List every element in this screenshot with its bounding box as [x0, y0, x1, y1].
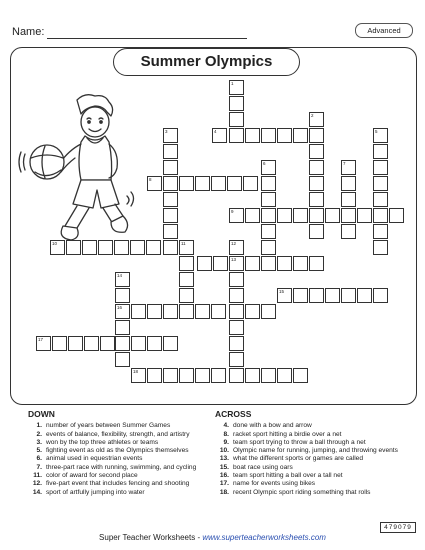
crossword-cell[interactable]	[195, 304, 210, 319]
crossword-cell[interactable]	[163, 160, 178, 175]
crossword-cell[interactable]	[211, 176, 226, 191]
crossword-cell[interactable]	[229, 368, 244, 383]
crossword-cell[interactable]	[277, 368, 292, 383]
crossword-cell[interactable]	[245, 256, 260, 271]
crossword-cell[interactable]	[98, 240, 113, 255]
crossword-cell[interactable]	[293, 368, 308, 383]
crossword-cell[interactable]	[325, 288, 340, 303]
crossword-cell[interactable]	[373, 128, 388, 143]
crossword-cell[interactable]	[229, 336, 244, 351]
crossword-cell[interactable]	[229, 304, 244, 319]
crossword-cell[interactable]	[243, 176, 258, 191]
clue-number: 15	[279, 289, 285, 294]
clue-number: 7	[343, 161, 346, 166]
clue-number: 6.	[36, 455, 42, 463]
crossword-cell[interactable]	[115, 304, 130, 319]
crossword-cell[interactable]	[211, 368, 226, 383]
clue-number: 9	[231, 209, 234, 214]
across-heading: ACROSS	[215, 409, 252, 419]
crossword-cell[interactable]	[373, 240, 388, 255]
crossword-cell[interactable]	[52, 336, 67, 351]
down-clue	[28, 422, 218, 430]
clue-text: five-part event that includes fencing and shooting	[46, 480, 190, 488]
crossword-cell[interactable]	[229, 128, 244, 143]
clue-text: events of balance, flexibility, strength, and artistry	[46, 430, 190, 438]
crossword-cell[interactable]	[389, 208, 404, 223]
clue-number: 17	[38, 337, 44, 342]
crossword-cell[interactable]	[163, 304, 178, 319]
crossword-cell[interactable]	[179, 368, 194, 383]
level-badge: Advanced	[355, 23, 413, 38]
crossword-cell[interactable]	[277, 256, 292, 271]
crossword-cell[interactable]	[84, 336, 99, 351]
crossword-cell[interactable]	[293, 288, 308, 303]
crossword-cell[interactable]	[373, 224, 388, 239]
clue-number: 8.	[223, 430, 229, 438]
crossword-cell[interactable]	[245, 128, 260, 143]
crossword-cell[interactable]	[309, 208, 324, 223]
down-heading: DOWN	[28, 409, 55, 419]
crossword-cell[interactable]	[245, 368, 260, 383]
crossword-cell[interactable]	[163, 224, 178, 239]
crossword-cell[interactable]	[309, 144, 324, 159]
clue-number: 14	[117, 273, 123, 278]
crossword-cell[interactable]	[163, 192, 178, 207]
crossword-cell[interactable]	[309, 128, 324, 143]
crossword-cell[interactable]	[115, 352, 130, 367]
page-title: Summer Olympics	[113, 48, 300, 76]
down-clue	[28, 447, 218, 455]
crossword-cell[interactable]	[131, 336, 146, 351]
crossword-cell[interactable]	[147, 304, 162, 319]
clue-number: 3	[165, 129, 168, 134]
crossword-cell[interactable]	[195, 368, 210, 383]
clue-number: 13	[231, 257, 237, 262]
worksheet-id: 479079	[380, 522, 416, 533]
clue-number: 7.	[36, 463, 42, 471]
across-clue	[215, 447, 415, 455]
crossword-cell[interactable]	[197, 256, 212, 271]
down-clue	[28, 489, 218, 497]
crossword-cell[interactable]	[341, 192, 356, 207]
clue-number: 1	[231, 81, 234, 86]
clue-number: 11.	[33, 472, 42, 480]
footer-brand: Super Teacher Worksheets -	[99, 533, 203, 542]
crossword-cell[interactable]	[179, 256, 194, 271]
down-clue	[28, 480, 218, 488]
clue-text: team sport hitting a ball over a tall net	[233, 472, 343, 480]
crossword-cell[interactable]	[179, 304, 194, 319]
crossword-cell[interactable]	[115, 288, 130, 303]
across-clue	[215, 464, 415, 472]
across-clue	[215, 422, 415, 430]
clue-number: 17.	[219, 480, 229, 488]
clue-number: 18.	[219, 488, 229, 496]
crossword-cell[interactable]	[179, 288, 194, 303]
clue-number: 16.	[219, 472, 229, 480]
crossword-cell[interactable]	[213, 256, 228, 271]
crossword-cell[interactable]	[179, 240, 194, 255]
crossword-cell[interactable]	[261, 256, 276, 271]
crossword-cell[interactable]	[130, 240, 145, 255]
crossword-cell[interactable]	[373, 144, 388, 159]
crossword-cell[interactable]	[357, 208, 372, 223]
crossword-cell[interactable]	[261, 160, 276, 175]
across-clue	[215, 472, 415, 480]
clue-number: 1.	[36, 422, 42, 430]
down-clue	[28, 464, 218, 472]
clue-text: recent Olympic sport riding something that rolls	[233, 488, 371, 496]
crossword-cell[interactable]	[163, 368, 178, 383]
clue-text: won by the top three athletes or teams	[46, 438, 159, 446]
crossword-cell[interactable]	[245, 208, 260, 223]
crossword-cell[interactable]	[229, 288, 244, 303]
clue-text: three-part race with running, swimming, and cycling	[46, 463, 197, 471]
clue-number: 14.	[32, 488, 42, 496]
crossword-cell[interactable]	[68, 336, 83, 351]
clue-number: 16	[117, 305, 123, 310]
crossword-cell[interactable]	[211, 304, 226, 319]
crossword-cell[interactable]	[147, 336, 162, 351]
crossword-cell[interactable]	[146, 240, 161, 255]
crossword-cell[interactable]	[277, 288, 292, 303]
crossword-cell[interactable]	[212, 128, 227, 143]
crossword-cell[interactable]	[147, 176, 162, 191]
crossword-cell[interactable]	[341, 224, 356, 239]
crossword-cell[interactable]	[261, 304, 276, 319]
crossword-cell[interactable]	[163, 336, 178, 351]
clue-text: done with a bow and arrow	[233, 422, 312, 430]
crossword-cell[interactable]	[261, 224, 276, 239]
crossword-cell[interactable]	[261, 128, 276, 143]
crossword-cell[interactable]	[293, 256, 308, 271]
crossword-cell[interactable]	[373, 208, 388, 223]
clue-number: 4	[214, 129, 217, 134]
crossword-cell[interactable]	[373, 288, 388, 303]
clue-number: 2.	[36, 430, 42, 438]
crossword-cell[interactable]	[293, 208, 308, 223]
across-clues	[215, 410, 415, 497]
clue-number: 8	[149, 177, 152, 182]
clue-number: 10.	[219, 447, 229, 455]
crossword-cell[interactable]	[261, 192, 276, 207]
crossword-cell[interactable]	[163, 144, 178, 159]
across-clue	[215, 439, 415, 447]
across-clue	[215, 480, 415, 488]
name-label: Name:	[12, 26, 45, 38]
clue-number: 12	[231, 241, 237, 246]
across-clue	[215, 431, 415, 439]
crossword-cell[interactable]	[229, 240, 244, 255]
across-clue	[215, 489, 415, 497]
crossword-cell[interactable]	[309, 192, 324, 207]
crossword-cell[interactable]	[341, 176, 356, 191]
crossword-cell[interactable]	[163, 176, 178, 191]
clue-text: what the different sports or games are called	[233, 455, 363, 463]
crossword-cell[interactable]	[293, 128, 308, 143]
crossword-cell[interactable]	[229, 96, 244, 111]
crossword-cell[interactable]	[229, 80, 244, 95]
crossword-cell[interactable]	[341, 160, 356, 175]
clue-number: 11	[181, 241, 186, 246]
clue-number: 2	[311, 113, 314, 118]
crossword-cell[interactable]	[229, 320, 244, 335]
crossword-cell[interactable]	[341, 208, 356, 223]
crossword-cell[interactable]	[131, 368, 146, 383]
crossword-cell[interactable]	[229, 256, 244, 271]
crossword-cell[interactable]	[115, 336, 130, 351]
footer-url[interactable]: www.superteacherworksheets.com	[202, 533, 326, 542]
clue-number: 12.	[32, 480, 42, 488]
crossword-cell[interactable]	[309, 288, 324, 303]
down-clue	[28, 439, 218, 447]
crossword-cell[interactable]	[261, 368, 276, 383]
crossword-cell[interactable]	[277, 208, 292, 223]
footer	[0, 533, 425, 542]
clue-text: racket sport hitting a birdie over a net	[233, 430, 342, 438]
clue-number: 4.	[223, 422, 229, 430]
crossword-cell[interactable]	[50, 240, 65, 255]
crossword-cell[interactable]	[66, 240, 81, 255]
crossword-cell[interactable]	[309, 256, 324, 271]
clue-number: 18	[133, 369, 139, 374]
crossword-cell[interactable]	[373, 160, 388, 175]
crossword-cell[interactable]	[373, 192, 388, 207]
crossword-cell[interactable]	[115, 320, 130, 335]
clue-number: 3.	[36, 438, 42, 446]
crossword-cell[interactable]	[373, 176, 388, 191]
clue-number: 13.	[219, 455, 229, 463]
crossword-cell[interactable]	[100, 336, 115, 351]
down-clue	[28, 455, 218, 463]
crossword-cell[interactable]	[195, 176, 210, 191]
crossword-cell[interactable]	[229, 272, 244, 287]
crossword-cell[interactable]	[179, 176, 194, 191]
crossword-cell[interactable]	[229, 112, 244, 127]
crossword-cell[interactable]	[261, 240, 276, 255]
clue-text: animal used in equestrian events	[46, 455, 143, 463]
crossword-cell[interactable]	[309, 112, 324, 127]
clue-text: team sport trying to throw a ball through a net	[233, 438, 366, 446]
crossword-cell[interactable]	[36, 336, 51, 351]
clue-text: color of award for second place	[46, 472, 138, 480]
clue-text: boat race using oars	[233, 463, 293, 471]
crossword-cell[interactable]	[163, 128, 178, 143]
crossword-cell[interactable]	[227, 176, 242, 191]
crossword-cell[interactable]	[229, 208, 244, 223]
clue-number: 6	[263, 161, 266, 166]
clue-text: number of years between Summer Games	[46, 422, 171, 430]
clue-number: 5	[375, 129, 378, 134]
crossword-cell[interactable]	[357, 288, 372, 303]
crossword-cell[interactable]	[179, 272, 194, 287]
clue-number: 9.	[223, 438, 229, 446]
down-clue	[28, 431, 218, 439]
crossword-cell[interactable]	[115, 272, 130, 287]
crossword-cell[interactable]	[277, 128, 292, 143]
crossword-cell[interactable]	[163, 208, 178, 223]
crossword-cell[interactable]	[82, 240, 97, 255]
crossword-cell[interactable]	[229, 352, 244, 367]
down-clues	[28, 410, 218, 497]
clue-text: Olympic name for running, jumping, and throwing events	[233, 447, 398, 455]
crossword-cell[interactable]	[131, 304, 146, 319]
clue-text: fighting event as old as the Olympics themselves	[46, 447, 189, 455]
across-clue	[215, 455, 415, 463]
clue-text: sport of artfully jumping into water	[46, 488, 145, 496]
crossword-cell[interactable]	[309, 224, 324, 239]
clue-text: name for events using bikes	[233, 480, 316, 488]
crossword-cell[interactable]	[341, 288, 356, 303]
clue-number: 5.	[36, 447, 42, 455]
crossword-cell[interactable]	[163, 240, 178, 255]
crossword-cell[interactable]	[261, 176, 276, 191]
crossword-cell[interactable]	[114, 240, 129, 255]
crossword-cell[interactable]	[325, 208, 340, 223]
clue-number: 10	[52, 241, 58, 246]
crossword-cell[interactable]	[261, 208, 276, 223]
crossword-cell[interactable]	[147, 368, 162, 383]
crossword-cell[interactable]	[309, 160, 324, 175]
crossword-cell[interactable]	[245, 304, 260, 319]
crossword-cell[interactable]	[309, 176, 324, 191]
clue-number: 15.	[219, 463, 229, 471]
down-clue	[28, 472, 218, 480]
